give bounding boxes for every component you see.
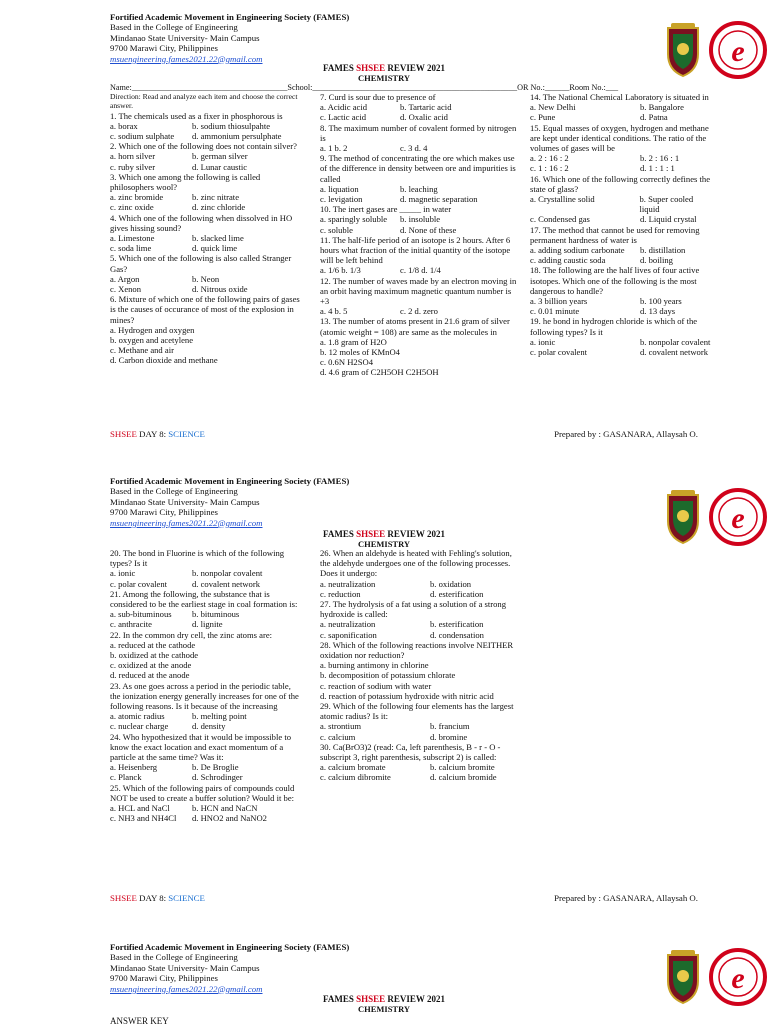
answer-option: b. 2 : 16 : 1 (640, 153, 680, 164)
answer-option: d. HNO2 and NaNO2 (192, 813, 267, 824)
answer-options (530, 337, 715, 347)
answer-option: d. bromine (430, 731, 468, 742)
header (110, 476, 349, 528)
answer-option: b. oxidized at the cathode (110, 650, 199, 661)
answer-option: c. Xenon (110, 284, 142, 295)
answer-options (110, 233, 300, 243)
question: 14. The National Chemical Laboratory is situated in (530, 92, 709, 102)
answer-option: c. 1/8 d. 1/4 (400, 265, 441, 276)
answer-options (110, 202, 300, 212)
answer-option: d. calcium bromide (430, 772, 497, 783)
question: 26. When an aldehyde is heated with Fehling's solution, the aldehyde undergoes one of the following processes. Does it undergo: (320, 548, 512, 579)
answer-option: a. horn silver (110, 151, 156, 162)
answer-option: b. Tartaric acid (400, 102, 452, 113)
answer-options (320, 589, 520, 599)
answer-options (320, 772, 520, 782)
answer-option: d. density (192, 721, 226, 732)
answer-option: b. distillation (640, 245, 686, 256)
answer-options (530, 306, 715, 316)
answer-option: b. slacked lime (192, 233, 244, 244)
org-name: Fortified Academic Movement in Engineering Society (FAMES) (110, 942, 350, 952)
answer-options (110, 813, 300, 823)
answer-option: a. 2 : 16 : 2 (530, 153, 569, 164)
answer-option: d. None of these (400, 224, 457, 235)
answer-options (320, 265, 520, 275)
answer-option: c. sodium sulphate (110, 131, 175, 141)
answer-option: b. De Broglie (192, 762, 239, 773)
answer-options (320, 112, 520, 122)
answer-option: d. ammonium persulphate (192, 131, 282, 141)
answer-option: b. Neon (192, 273, 220, 284)
question: 15. Equal masses of oxygen, hydrogen and methane are kept under identical conditions. The ratio of the volumes of gases will be (530, 122, 709, 154)
answer-option: c. adding caustic soda (530, 255, 606, 266)
answer-options (320, 762, 520, 772)
answer-option: c. oxidized at the anode (110, 660, 192, 671)
question: 12. The number of waves made by an electron moving in an orbit having maximum magnetic quantum number is +3 (320, 275, 517, 307)
question: 23. As one goes across a period in the periodic table, the ionization energy generally increases for one of the following reasons. Is it because of the increasing (110, 680, 299, 712)
answer-options (110, 568, 300, 578)
question: 6. Mixture of which one of the following pairs of gases is the causes of occurance of most of the explosion in mines? (110, 294, 300, 325)
answer-option: c. 0.6N H2SO4 (320, 357, 373, 368)
question: 7. Curd is sour due to presence of (320, 92, 436, 102)
name-school-line: Name:______________________________________School:__________________________________________________OR No.:______Room No.:___ (110, 83, 619, 92)
question: 4. Which one of the following when dissolved in HO gives hissing sound? (110, 212, 293, 233)
answer-option: d. reaction of potassium hydroxide with nitric acid (320, 690, 494, 701)
answer-options (110, 192, 300, 202)
answer-option: a. neutralization (320, 578, 376, 589)
answer-options (110, 162, 300, 172)
answer-option: d. magnetic separation (400, 194, 478, 205)
email-link[interactable]: msuengineering.fames2021.22@gmail.com (110, 983, 263, 994)
question: 2. Which one of the following does not contain silver? (110, 141, 297, 152)
answer-option: b. insoluble (400, 214, 441, 225)
answer-options (320, 184, 520, 194)
answer-option: c. 1 : 16 : 2 (530, 163, 569, 174)
answer-option: c. Pune (530, 112, 556, 123)
answer-option: a. 4 b. 5 (320, 306, 348, 317)
answer-options (110, 151, 300, 161)
answer-option: a. Crystalline solid (530, 194, 595, 205)
answer-option: d. covalent network (192, 578, 261, 589)
answer-option: a. Limestone (110, 233, 155, 244)
answer-option: a. ionic (110, 568, 136, 579)
answer-option: c. reaction of sodium with water (320, 680, 432, 691)
answer-option: c. zinc oxide (110, 202, 154, 213)
answer-option: b. german silver (192, 151, 248, 162)
question: 28. Which of the following reactions involve NEITHER oxidation nor reduction? (320, 639, 514, 661)
question: 16. Which one of the following correctly defines the state of glass? (530, 173, 711, 194)
answer-option: d. condensation (430, 629, 484, 640)
answer-options (320, 143, 520, 153)
answer-option: b. oxygen and acetylene (110, 335, 194, 346)
svg-text:e: e (731, 962, 745, 995)
answer-option: b. 100 years (640, 296, 682, 307)
answer-option: a. 3 billion years (530, 296, 588, 307)
answer-options (110, 579, 300, 589)
answer-options (530, 347, 715, 357)
answer-option: c. saponification (320, 629, 377, 640)
column-1 (110, 93, 300, 366)
question: 11. The half-life period of an isotope is 2 hours. After 6 hours what fraction of the initial quantity of the isotope will be left behind (320, 234, 511, 266)
question: 10. The inert gases are _____ in water (320, 204, 452, 215)
answer-option: d. boiling (640, 255, 673, 266)
subject-title: CHEMISTRY (357, 1004, 411, 1014)
answer-option: c. reduction (320, 588, 361, 599)
header-line: Based in the College of Engineering (110, 486, 238, 497)
header-line: Mindanao State University- Main Campus (110, 32, 260, 43)
question: 18. The following are the half lives of four active isotopes. Which one of the following is the most dangerous to handle? (530, 265, 700, 296)
answer-option: a. borax (110, 120, 138, 131)
answer-options (110, 619, 300, 629)
answer-options (320, 732, 520, 742)
question: 1. The chemicals used as a fixer in phosphorous is (110, 110, 283, 121)
question: 27. The hydrolysis of a fat using a solution of a strong hydroxide is called: (320, 599, 507, 620)
answer-option: b. nonpolar covalent (192, 568, 263, 579)
answer-option: a. sparingly soluble (320, 214, 388, 225)
question: 5. Which one of the following is also called Stranger Gas? (110, 253, 292, 274)
page-1 (0, 0, 768, 460)
answer-option: a. reduced at the cathode (110, 639, 196, 650)
answer-option: a. 1 b. 2 (320, 143, 348, 154)
answer-options (110, 803, 300, 813)
page-2 (0, 465, 768, 935)
answer-options (110, 243, 300, 253)
answer-option: c. 2 d. zero (400, 306, 438, 317)
answer-option: d. Oxalic acid (400, 112, 448, 123)
answer-options (530, 194, 715, 214)
answer-options (530, 102, 715, 112)
answer-option: a. Argon (110, 273, 140, 284)
question: 29. Which of the following four elements has the largest atomic radius? Is it: (320, 701, 514, 722)
answer-option: b. bituminous (192, 609, 240, 620)
answer-option: d. 13 days (640, 306, 676, 317)
header-line: Mindanao State University- Main Campus (110, 962, 260, 973)
answer-option: a. neutralization (320, 619, 376, 630)
svg-text:e: e (731, 502, 745, 535)
answer-options (530, 255, 715, 265)
answer-option: b. nonpolar covalent (640, 336, 711, 347)
answer-option: a. 1/6 b. 1/3 (320, 265, 361, 276)
answer-option: a. strontium (320, 721, 362, 732)
question: 20. The bond in Fluorine is which of the following types? Is it (110, 548, 285, 569)
answer-option: c. anthracite (110, 619, 152, 630)
question: 24. Who hypothesized that it would be impossible to know the exact location and exact momentum of a particle at the same time? Was it: (110, 731, 292, 763)
answer-option: d. esterification (430, 588, 484, 599)
org-name: Fortified Academic Movement in Engineering Society (FAMES) (110, 476, 350, 486)
answer-option: a. ionic (530, 336, 556, 347)
question: 13. The number of atoms present in 21.6 gram of silver (atomic weight = 108) are same as the molecules in (320, 316, 510, 337)
question: 21. Among the following, the substance that is considered to be the earliest stage in coal formation is: (110, 588, 298, 610)
answer-option: c. nuclear charge (110, 721, 169, 732)
answer-option: c. calcium dibromite (320, 772, 391, 783)
directions: Direction: Read and analyze each item and choose the correct answer. (110, 92, 298, 110)
answer-options (110, 721, 300, 731)
answer-option: a. atomic radius (110, 711, 165, 722)
answer-option: c. levigation (320, 194, 363, 205)
review-title: FAMES SHSEE REVIEW 2021 (323, 994, 445, 1004)
review-title: FAMES SHSEE REVIEW 2021 (323, 63, 445, 73)
answer-option: b. calcium bromite (430, 762, 495, 773)
review-title: FAMES SHSEE REVIEW 2021 (323, 529, 445, 539)
column-1 (110, 548, 300, 823)
answer-option: a. sub-bituminous (110, 609, 172, 620)
answer-options (110, 284, 300, 294)
answer-option: b. zinc nitrate (192, 192, 240, 203)
answer-options (320, 630, 520, 640)
answer-option: c. calcium (320, 731, 356, 742)
answer-options (110, 131, 300, 141)
answer-option: c. 0.01 minute (530, 306, 580, 317)
answer-options (530, 296, 715, 306)
answer-option: d. quick lime (192, 243, 238, 254)
answer-option: b. decomposition of potassium chlorate (320, 670, 456, 681)
answer-option: a. Hydrogen and oxygen (110, 324, 195, 335)
header-line: 9700 Marawi City, Philippines (110, 973, 218, 984)
answer-options (320, 619, 520, 629)
answer-option: a. Acidic acid (320, 102, 368, 113)
answer-options (110, 762, 300, 772)
answer-option: b. Bangalore (640, 102, 684, 113)
answer-option: b. Super cooled liquid (639, 194, 694, 215)
footer-day: SHSEE DAY 8: SCIENCE (110, 893, 205, 903)
answer-option: c. Condensed gas (530, 214, 590, 225)
svg-text:e: e (731, 35, 745, 68)
answer-options (320, 225, 520, 235)
subject-title: CHEMISTRY (357, 539, 411, 549)
header-line: Based in the College of Engineering (110, 22, 238, 33)
answer-option: b. francium (430, 721, 470, 732)
column-2 (320, 548, 520, 783)
question: 22. In the common dry cell, the zinc atoms are: (110, 629, 273, 640)
answer-key-heading: ANSWER KEY (110, 1016, 169, 1024)
prepared-by: Prepared by : GASANARA, Allaysah O. (554, 429, 698, 439)
answer-option: b. oxidation (430, 578, 472, 589)
answer-option: c. Lactic acid (320, 112, 367, 123)
answer-options (110, 274, 300, 284)
answer-option: a. calcium bromate (320, 762, 386, 773)
answer-options (110, 609, 300, 619)
answer-option: d. 4.6 gram of C2H5OH C2H5OH (320, 367, 439, 378)
answer-option: a. 1.8 gram of H2O (320, 336, 387, 347)
answer-option: a. adding sodium carbonate (530, 245, 625, 256)
question: 9. The method of concentrating the ore which makes use of the difference in density between ore and impurities is called (320, 153, 516, 184)
question: 30. Ca(BrO3)2 (read: Ca, left parenthesis, B - r - O - subscript 3, right parenthesis, subscript 2) is called: (320, 741, 501, 763)
answer-options (320, 306, 520, 316)
question: 3. Which one among the following is called philosophers wool? (110, 171, 261, 193)
answer-option: b. sodium thiosulpahte (192, 120, 271, 131)
question: 8. The maximum number of covalent formed by nitrogen is (320, 122, 517, 143)
question: 19. he bond in hydrogen chloride is which of the following types? Is it (530, 316, 698, 337)
answer-option: c. soluble (320, 224, 353, 235)
answer-option: c. ruby silver (110, 161, 156, 172)
answer-option: c. soda lime (110, 243, 152, 254)
answer-option: d. zinc chloride (192, 202, 246, 213)
header-line: 9700 Marawi City, Philippines (110, 507, 218, 518)
header-line: Based in the College of Engineering (110, 952, 238, 963)
answer-option: d. Schrodinger (192, 772, 243, 783)
answer-option: a. HCL and NaCl (110, 803, 170, 814)
answer-options (530, 153, 715, 163)
page-3 (0, 935, 768, 1024)
answer-options (320, 721, 520, 731)
answer-options (530, 245, 715, 255)
subject-title: CHEMISTRY (357, 73, 411, 83)
answer-option: b. melting point (192, 711, 247, 722)
answer-option: d. covalent network (640, 347, 709, 358)
email-link[interactable]: msuengineering.fames2021.22@gmail.com (110, 517, 263, 528)
footer-day: SHSEE DAY 8: SCIENCE (110, 429, 205, 439)
answer-option: d. reduced at the anode (110, 670, 190, 681)
answer-option: c. polar covalent (110, 578, 168, 589)
answer-option: a. liquation (320, 183, 359, 194)
org-name: Fortified Academic Movement in Engineering Society (FAMES) (110, 12, 350, 22)
answer-option: d. Liquid crystal (640, 214, 697, 225)
answer-option: d. Carbon dioxide and methane (110, 355, 218, 366)
answer-option: b. HCN and NaCN (192, 803, 258, 814)
answer-option: d. 1 : 1 : 1 (640, 163, 675, 174)
header-line: Mindanao State University- Main Campus (110, 496, 260, 507)
answer-option: b. esterification (430, 619, 484, 630)
answer-option: c. 3 d. 4 (400, 143, 428, 154)
answer-options (530, 214, 715, 224)
column-2 (320, 92, 520, 378)
answer-options (110, 772, 300, 782)
answer-options (320, 102, 520, 112)
header-line: 9700 Marawi City, Philippines (110, 43, 218, 54)
email-link[interactable]: msuengineering.fames2021.22@gmail.com (110, 53, 263, 64)
header (110, 12, 349, 64)
answer-option: d. Nitrous oxide (192, 284, 248, 295)
answer-option: c. Planck (110, 772, 142, 783)
answer-option: d. Patna (640, 112, 668, 123)
answer-option: c. NH3 and NH4Cl (110, 813, 177, 824)
answer-option: c. polar covalent (530, 347, 588, 358)
answer-option: a. New Delhi (530, 102, 576, 113)
answer-options (530, 112, 715, 122)
prepared-by: Prepared by : GASANARA, Allaysah O. (554, 893, 698, 903)
answer-options (320, 214, 520, 224)
answer-options (110, 121, 300, 131)
answer-option: a. burning antimony in chlorine (320, 660, 429, 671)
answer-options (530, 163, 715, 173)
header (110, 942, 349, 994)
answer-option: c. Methane and air (110, 345, 174, 356)
answer-option: a. zinc bromide (110, 192, 164, 203)
answer-options (320, 579, 520, 589)
question: 25. Which of the following pairs of compounds could NOT be used to create a buffer solution? Would it be: (110, 782, 295, 803)
answer-option: d. lignite (192, 619, 223, 630)
answer-option: b. leaching (400, 183, 438, 194)
question: 17. The method that cannot be used for removing permanent hardness of water is (530, 224, 700, 245)
answer-options (110, 711, 300, 721)
answer-option: a. Heisenberg (110, 762, 158, 773)
answer-options (320, 194, 520, 204)
answer-option: d. Lunar caustic (192, 161, 248, 172)
answer-option: b. 12 moles of KMnO4 (320, 347, 400, 358)
column-3 (530, 92, 715, 357)
